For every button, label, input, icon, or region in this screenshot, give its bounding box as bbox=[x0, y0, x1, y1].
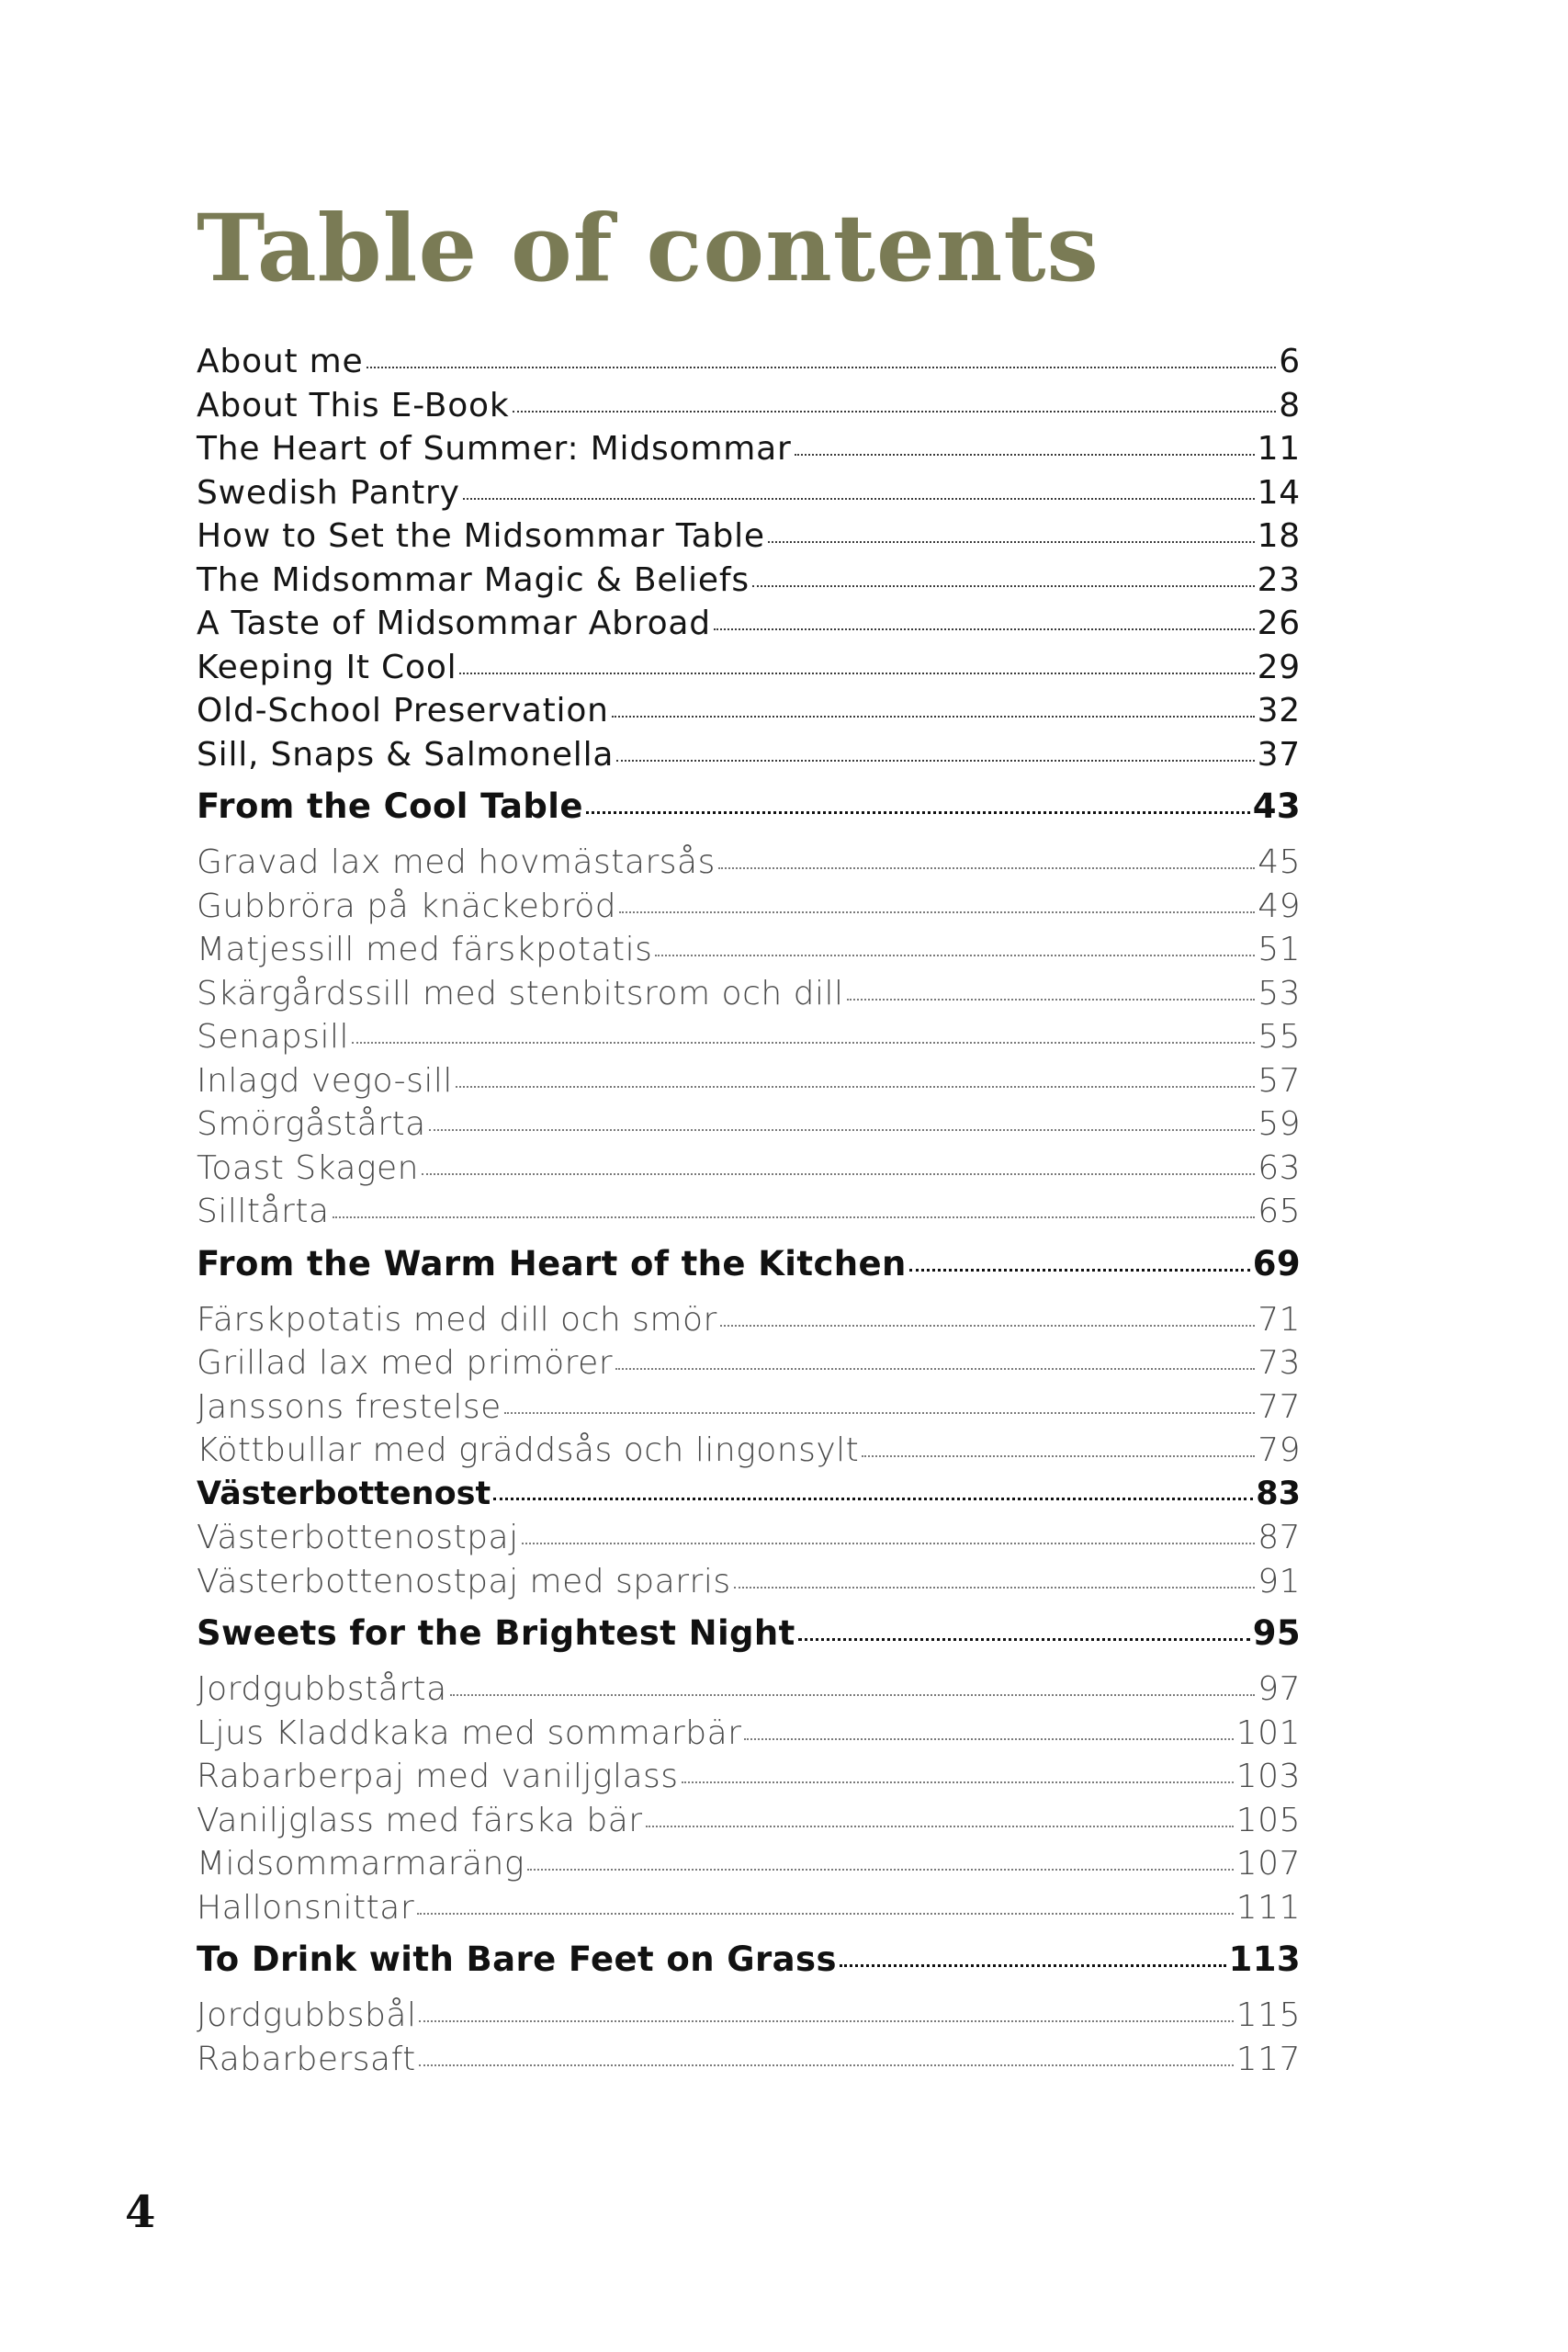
toc-entry-page: 49 bbox=[1258, 887, 1301, 925]
toc-entry-page: 117 bbox=[1235, 2040, 1301, 2078]
toc-entry-page: 53 bbox=[1258, 974, 1301, 1012]
dot-leader bbox=[459, 673, 1254, 674]
toc-section-label: To Drink with Bare Feet on Grass bbox=[197, 1939, 837, 1979]
toc-entry-label: Västerbottenostpaj bbox=[197, 1519, 519, 1556]
toc-recipe-entry[interactable] bbox=[197, 1431, 1301, 1476]
toc-entry-page: 101 bbox=[1235, 1713, 1301, 1752]
toc-entry[interactable] bbox=[197, 517, 1301, 561]
toc-entry-label: Rabarberpaj med vaniljglass bbox=[197, 1758, 679, 1795]
dot-leader bbox=[720, 1325, 1255, 1327]
toc-entry[interactable] bbox=[197, 343, 1301, 387]
dot-leader bbox=[655, 955, 1255, 956]
toc-entry[interactable] bbox=[197, 736, 1301, 780]
toc-entry-page: 11 bbox=[1257, 430, 1301, 468]
toc-entry-label: Jordgubbsbål bbox=[197, 1996, 417, 2034]
toc-entry-label: Sill, Snaps & Salmonella bbox=[197, 735, 615, 774]
toc-entry-page: 51 bbox=[1258, 931, 1301, 968]
toc-entry[interactable] bbox=[197, 474, 1301, 518]
toc-entry[interactable] bbox=[197, 649, 1301, 693]
toc-recipe-entry[interactable] bbox=[197, 931, 1301, 975]
toc-entry-label: Jordgubbstårta bbox=[197, 1670, 447, 1708]
toc-entry-page: 14 bbox=[1257, 473, 1301, 512]
toc-recipe-entry[interactable] bbox=[197, 1758, 1301, 1802]
toc-recipe-entry[interactable] bbox=[197, 1519, 1301, 1563]
toc-section-page: 95 bbox=[1252, 1613, 1301, 1653]
toc-entry[interactable] bbox=[197, 387, 1301, 431]
toc-entry-page: 55 bbox=[1258, 1018, 1301, 1056]
toc-entry-label: A Taste of Midsommar Abroad bbox=[197, 605, 711, 642]
toc-entry-page: 65 bbox=[1258, 1193, 1301, 1230]
dot-leader bbox=[419, 2020, 1233, 2022]
toc-recipe-entry[interactable] bbox=[197, 1714, 1301, 1758]
toc-entry-page: 111 bbox=[1235, 1888, 1301, 1927]
toc-section-heading[interactable] bbox=[197, 1244, 1301, 1292]
dot-leader bbox=[463, 498, 1255, 500]
dot-leader bbox=[493, 1498, 1253, 1500]
toc-entry-page: 63 bbox=[1258, 1148, 1301, 1187]
dot-leader bbox=[615, 1368, 1255, 1370]
toc-recipe-entry[interactable] bbox=[197, 1062, 1301, 1106]
toc-entry-page: 91 bbox=[1258, 1562, 1301, 1600]
toc-entry-label: Köttbullar med gräddsås och lingonsylt bbox=[197, 1431, 860, 1469]
toc-recipe-entry[interactable] bbox=[197, 975, 1301, 1019]
toc-entry-label: Skärgårdssill med stenbitsrom och dill bbox=[197, 974, 844, 1012]
toc-section-page: 113 bbox=[1228, 1939, 1301, 1979]
toc-entry[interactable] bbox=[197, 430, 1301, 474]
toc-entry-label: Gubbröra på knäckebröd bbox=[197, 887, 617, 925]
dot-leader bbox=[527, 1869, 1234, 1871]
toc-entry-label: Old-School Preservation bbox=[197, 692, 609, 729]
toc-entry-label: Keeping It Cool bbox=[197, 648, 457, 686]
toc-recipe-entry[interactable] bbox=[197, 888, 1301, 932]
toc-section-page: 43 bbox=[1252, 786, 1301, 826]
dot-leader bbox=[513, 411, 1277, 413]
toc-entry-page: 105 bbox=[1235, 1801, 1301, 1839]
toc-entry-label: Janssons frestelse bbox=[197, 1387, 502, 1426]
toc-section-label: Sweets for the Brightest Night bbox=[197, 1613, 795, 1653]
toc-entry-label: Västerbottenost bbox=[197, 1475, 491, 1512]
toc-entry-page: 45 bbox=[1258, 843, 1301, 881]
toc-entry-label: Rabarbersaft bbox=[197, 2040, 416, 2078]
toc-entry-label: Hallonsnittar bbox=[197, 1888, 415, 1927]
toc-entry-label: The Heart of Summer: Midsommar bbox=[197, 430, 792, 468]
dot-leader bbox=[419, 2064, 1234, 2066]
dot-leader bbox=[909, 1269, 1250, 1272]
dot-leader bbox=[718, 867, 1255, 869]
toc-recipe-entry[interactable] bbox=[197, 1802, 1301, 1846]
toc-section-heading[interactable] bbox=[197, 1613, 1301, 1661]
toc-entry-label: Matjessill med färskpotatis bbox=[197, 931, 653, 968]
dot-leader bbox=[862, 1455, 1255, 1457]
toc-entry[interactable] bbox=[197, 561, 1301, 605]
toc-recipe-entry[interactable] bbox=[197, 1388, 1301, 1432]
toc-entry-page: 73 bbox=[1258, 1344, 1301, 1382]
toc-recipe-entry[interactable] bbox=[197, 843, 1301, 888]
dot-leader bbox=[522, 1543, 1256, 1544]
toc-recipe-entry[interactable] bbox=[197, 1301, 1301, 1345]
dot-leader bbox=[734, 1587, 1256, 1589]
toc-entry-label: About This E-Book bbox=[197, 386, 510, 424]
dot-leader bbox=[752, 585, 1255, 587]
toc-entry-page: 6 bbox=[1279, 343, 1301, 380]
dot-leader bbox=[422, 1173, 1255, 1175]
toc-entry-label: Gravad lax med hovmästarsås bbox=[197, 843, 716, 881]
dot-leader bbox=[847, 999, 1256, 1001]
toc-entry-page: 26 bbox=[1257, 605, 1301, 642]
toc-entry-label: How to Set the Midsommar Table bbox=[197, 517, 765, 555]
toc-entry-page: 37 bbox=[1257, 735, 1301, 774]
toc-subsection-entry[interactable] bbox=[197, 1476, 1301, 1520]
toc-recipe-entry[interactable] bbox=[197, 1889, 1301, 1933]
toc-section-label: From the Cool Table bbox=[197, 786, 583, 826]
toc-entry-page: 83 bbox=[1256, 1475, 1301, 1512]
toc-entry-label: About me bbox=[197, 343, 364, 380]
toc-recipe-entry[interactable] bbox=[197, 1344, 1301, 1388]
toc-entry-page: 107 bbox=[1235, 1845, 1301, 1883]
toc-entry-page: 59 bbox=[1258, 1105, 1301, 1143]
toc-entry-page: 32 bbox=[1257, 692, 1301, 729]
toc-entry-page: 57 bbox=[1258, 1061, 1301, 1100]
toc-entry-page: 97 bbox=[1258, 1670, 1301, 1708]
page-title: Table of contents bbox=[197, 194, 1100, 302]
dot-leader bbox=[333, 1216, 1256, 1218]
toc-section-heading[interactable] bbox=[197, 786, 1301, 834]
toc-entry-page: 115 bbox=[1235, 1996, 1301, 2034]
dot-leader bbox=[456, 1086, 1255, 1088]
toc-recipe-entry[interactable] bbox=[197, 1105, 1301, 1149]
toc-entry-label: The Midsommar Magic & Beliefs bbox=[197, 560, 750, 599]
toc-entry-label: Senapsill bbox=[197, 1018, 349, 1056]
toc-recipe-entry[interactable] bbox=[197, 1670, 1301, 1714]
toc-recipe-entry[interactable] bbox=[197, 1996, 1301, 2041]
dot-leader bbox=[840, 1964, 1226, 1967]
dot-leader bbox=[619, 911, 1255, 913]
toc-entry-label: Västerbottenostpaj med sparris bbox=[197, 1562, 731, 1600]
toc-entry[interactable] bbox=[197, 605, 1301, 649]
toc-recipe-entry[interactable] bbox=[197, 1018, 1301, 1062]
dot-leader bbox=[646, 1826, 1234, 1827]
dot-leader bbox=[612, 716, 1255, 718]
toc-recipe-entry[interactable] bbox=[197, 1845, 1301, 1889]
toc-entry-label: Färskpotatis med dill och smör bbox=[197, 1300, 717, 1339]
toc-entry-page: 103 bbox=[1235, 1758, 1301, 1795]
toc-entry-label: Inlagd vego-sill bbox=[197, 1061, 453, 1100]
dot-leader bbox=[367, 367, 1277, 368]
toc-entry-label: Swedish Pantry bbox=[197, 473, 460, 512]
toc-entry-page: 23 bbox=[1257, 560, 1301, 599]
dot-leader bbox=[682, 1781, 1234, 1783]
toc-entry-label: Silltårta bbox=[197, 1193, 330, 1230]
toc-recipe-entry[interactable] bbox=[197, 2041, 1301, 2085]
dot-leader bbox=[504, 1412, 1255, 1414]
toc-entry-page: 77 bbox=[1258, 1387, 1301, 1426]
toc-recipe-entry[interactable] bbox=[197, 1193, 1301, 1237]
dot-leader bbox=[586, 811, 1250, 814]
dot-leader bbox=[714, 628, 1255, 630]
toc-entry-page: 79 bbox=[1258, 1431, 1301, 1469]
toc-section-page: 69 bbox=[1252, 1243, 1301, 1283]
toc-entry-label: Ljus Kladdkaka med sommarbär bbox=[197, 1713, 742, 1752]
toc-recipe-entry[interactable] bbox=[197, 1149, 1301, 1193]
dot-leader bbox=[795, 454, 1255, 456]
dot-leader bbox=[744, 1738, 1233, 1740]
dot-leader bbox=[429, 1129, 1256, 1131]
toc-recipe-entry[interactable] bbox=[197, 1563, 1301, 1607]
toc-entry-page: 8 bbox=[1279, 386, 1301, 424]
toc-entry-page: 18 bbox=[1257, 517, 1301, 555]
dot-leader bbox=[616, 760, 1254, 762]
toc-entry-label: Midsommarmaräng bbox=[197, 1845, 525, 1883]
toc-entry-label: Smörgåstårta bbox=[197, 1105, 426, 1143]
dot-leader bbox=[352, 1042, 1255, 1044]
dot-leader bbox=[450, 1694, 1255, 1696]
dot-leader bbox=[417, 1913, 1234, 1915]
dot-leader bbox=[798, 1638, 1250, 1641]
dot-leader bbox=[768, 541, 1255, 543]
page-number: 4 bbox=[125, 2187, 156, 2238]
toc-entry[interactable] bbox=[197, 692, 1301, 736]
toc-entry-label: Grillad lax med primörer bbox=[197, 1344, 614, 1382]
toc-entry-page: 87 bbox=[1258, 1519, 1301, 1556]
toc-section-label: From the Warm Heart of the Kitchen bbox=[197, 1243, 907, 1283]
toc-entry-label: Toast Skagen bbox=[197, 1148, 419, 1187]
toc-entry-page: 29 bbox=[1257, 648, 1301, 686]
toc-entry-page: 71 bbox=[1258, 1300, 1301, 1339]
toc-section-heading[interactable] bbox=[197, 1939, 1301, 1987]
toc-entry-label: Vaniljglass med färska bär bbox=[197, 1801, 643, 1839]
table-of-contents bbox=[197, 343, 1301, 2084]
